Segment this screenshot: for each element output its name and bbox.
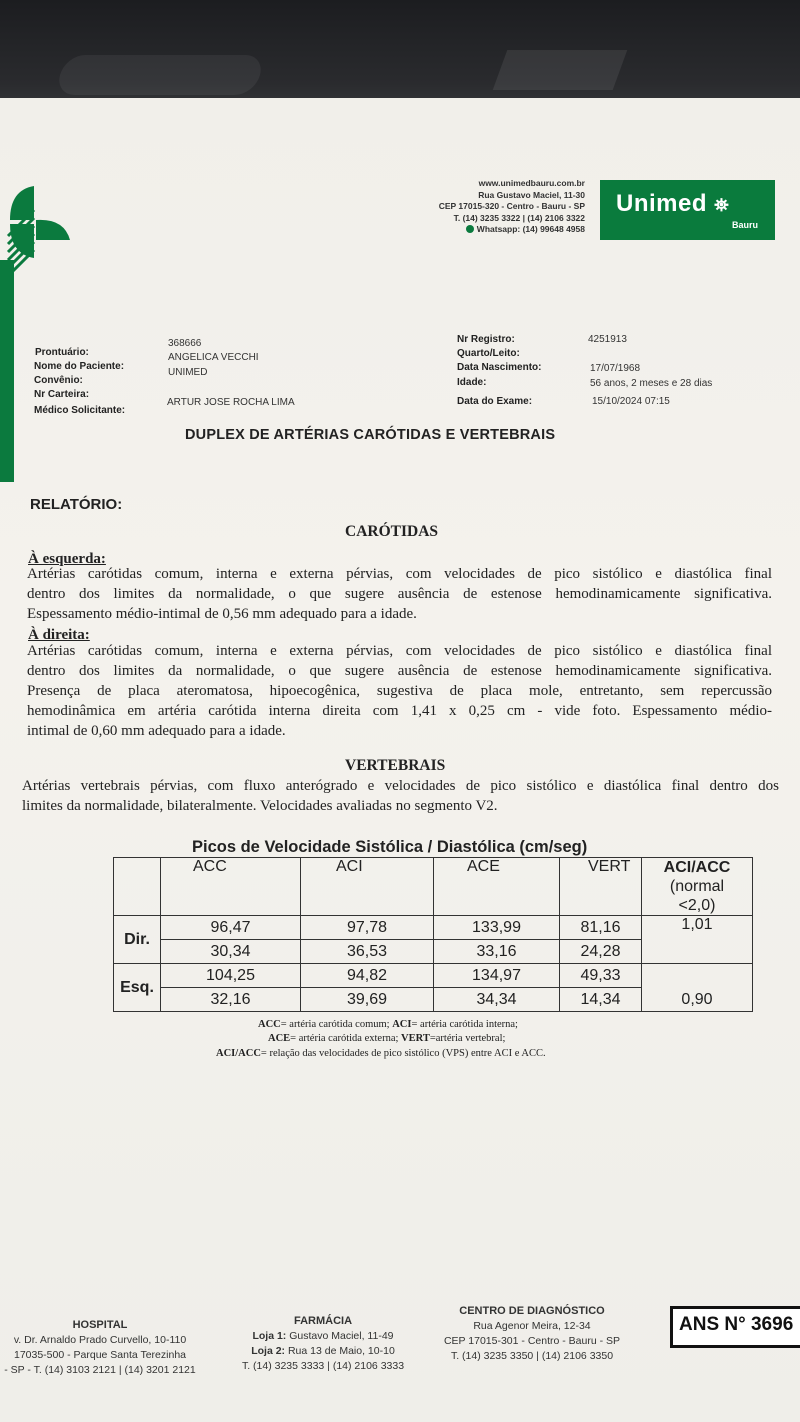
header-phone: T. (14) 3235 3322 | (14) 2106 3322 bbox=[453, 212, 585, 223]
report-title: DUPLEX DE ARTÉRIAS CARÓTIDAS E VERTEBRAIS bbox=[185, 427, 556, 443]
footer-line: v. Dr. Arnaldo Prado Curvello, 10-110 bbox=[13, 1334, 187, 1346]
row-label-esq: Esq. bbox=[114, 964, 161, 1012]
brand-name bbox=[616, 190, 729, 218]
legend-line: ACE= artéria carótida externa; VERT=artéria vertebral; bbox=[268, 1033, 506, 1044]
nome-value: ANGELICA VECCHI bbox=[168, 352, 259, 363]
direita-paragraph bbox=[27, 641, 772, 741]
cell: 36,53 bbox=[301, 940, 434, 964]
carotidas-heading: CARÓTIDAS bbox=[345, 523, 439, 540]
header-ratio bbox=[642, 858, 753, 916]
header-aci: ACI bbox=[301, 858, 434, 916]
footer-heading: HOSPITAL bbox=[72, 1319, 128, 1331]
cell: 134,97 bbox=[434, 964, 560, 988]
footer-farmacia bbox=[228, 1314, 418, 1374]
paragraph-line: Presença de placa ateromatosa, hipoecogênica, sugestiva de placa mole, entretanto, sem repercussão bbox=[27, 683, 772, 699]
ans-badge bbox=[670, 1306, 800, 1348]
medico-value: ARTUR JOSE ROCHA LIMA bbox=[167, 397, 295, 408]
ans-text: ANS N° 3696 bbox=[679, 1314, 794, 1335]
table-row bbox=[114, 916, 753, 940]
prontuario-label: Prontuário: bbox=[35, 347, 89, 358]
brand-city: Bauru bbox=[732, 220, 759, 230]
cell: 104,25 bbox=[161, 964, 301, 988]
esquerda-paragraph bbox=[27, 564, 772, 624]
footer-line: T. (14) 3235 3350 | (14) 2106 3350 bbox=[450, 1350, 614, 1362]
background-blur bbox=[55, 55, 266, 95]
dir-ratio: 1,01 bbox=[642, 916, 753, 964]
convenio-label: Convênio: bbox=[34, 375, 83, 386]
ratio-header-line: (normal bbox=[669, 878, 725, 895]
cell: 81,16 bbox=[560, 916, 642, 940]
header-acc: ACC bbox=[161, 858, 301, 916]
vertebrais-paragraph bbox=[22, 776, 779, 816]
relatorio-heading: RELATÓRIO: bbox=[30, 496, 123, 513]
table-row bbox=[114, 964, 753, 988]
cell: 34,34 bbox=[434, 988, 560, 1012]
footer-line: T. (14) 3235 3333 | (14) 2106 3333 bbox=[241, 1360, 405, 1372]
whatsapp-text: Whatsapp: (14) 99648 4958 bbox=[476, 224, 585, 234]
vertebrais-heading: VERTEBRAIS bbox=[345, 757, 446, 774]
footer-hospital bbox=[0, 1318, 200, 1378]
paragraph-line: limites da normalidade, bilateralmente. Velocidades avaliadas no segmento V2. bbox=[22, 798, 498, 814]
ratio-header-line: <2,0) bbox=[678, 897, 716, 914]
header-ace: ACE bbox=[434, 858, 560, 916]
whatsapp-icon bbox=[466, 225, 474, 233]
table-corner bbox=[114, 858, 161, 916]
paragraph-line: dentro dos limites da normalidade, o que sugere ausência de estenose hemodinamicamente significativa. bbox=[27, 586, 772, 602]
footer-line: Rua Agenor Meira, 12-34 bbox=[473, 1320, 591, 1332]
cell: 32,16 bbox=[161, 988, 301, 1012]
exame-value: 15/10/2024 07:15 bbox=[592, 396, 670, 407]
side-green-bar bbox=[0, 260, 14, 482]
medico-label: Médico Solicitante: bbox=[34, 405, 126, 416]
idade-label: Idade: bbox=[457, 377, 487, 388]
paragraph-line: Artérias carótidas comum, interna e externa pérvias, com velocidades de pico sistólico e diastólica final bbox=[27, 643, 772, 659]
header-address: Rua Gustavo Maciel, 11-30 bbox=[478, 189, 585, 200]
brand-symbol-icon: ⛯ bbox=[714, 195, 730, 215]
cell: 33,16 bbox=[434, 940, 560, 964]
footer-line: 17035-500 - Parque Santa Terezinha bbox=[13, 1349, 186, 1361]
cell: 39,69 bbox=[301, 988, 434, 1012]
legend-line: ACI/ACC= relação das velocidades de pico sistólico (VPS) entre ACI e ACC. bbox=[216, 1048, 546, 1059]
footer-line: Loja 1: Gustavo Maciel, 11-49 bbox=[252, 1330, 394, 1342]
prontuario-value: 368666 bbox=[168, 338, 202, 349]
direita-heading: À direita: bbox=[28, 627, 90, 643]
footer-heading: FARMÁCIA bbox=[293, 1315, 353, 1327]
paragraph-line: dentro dos limites da normalidade, o que sugere ausência de estenose hemodinamicamente significativa. bbox=[27, 663, 772, 679]
convenio-value: UNIMED bbox=[168, 367, 208, 378]
idade-value: 56 anos, 2 meses e 28 dias bbox=[590, 378, 713, 389]
paragraph-line: intimal de 0,60 mm adequado para a idade. bbox=[27, 723, 286, 739]
exame-label: Data do Exame: bbox=[457, 396, 533, 407]
nascimento-label: Data Nascimento: bbox=[457, 362, 542, 373]
paragraph-line: hemodinâmica em artéria carótida interna direita com 1,41 x 0,25 cm - vide foto. Espessamento médio- bbox=[27, 703, 772, 719]
velocity-table-title: Picos de Velocidade Sistólica / Diastólica (cm/seg) bbox=[192, 838, 588, 856]
footer-heading: CENTRO DE DIAGNÓSTICO bbox=[459, 1305, 605, 1317]
footer-centro bbox=[432, 1304, 632, 1364]
footer-line: - SP - T. (14) 3103 2121 | (14) 3201 2121 bbox=[4, 1364, 196, 1376]
cell: 133,99 bbox=[434, 916, 560, 940]
quarto-label: Quarto/Leito: bbox=[457, 348, 520, 359]
paragraph-line: Artérias carótidas comum, interna e externa pérvias, com velocidades de pico sistólico e diastólica final bbox=[27, 566, 772, 582]
cell: 49,33 bbox=[560, 964, 642, 988]
footer-line: CEP 17015-301 - Centro - Bauru - SP bbox=[443, 1335, 621, 1347]
registro-value: 4251913 bbox=[588, 334, 627, 345]
nome-label: Nome do Paciente: bbox=[34, 361, 125, 372]
registro-label: Nr Registro: bbox=[457, 334, 515, 345]
background-blur bbox=[493, 50, 628, 90]
paragraph-line: Espessamento médio-intimal de 0,56 mm adequado para a idade. bbox=[27, 606, 417, 622]
carteira-label: Nr Carteira: bbox=[34, 389, 90, 400]
cell: 24,28 bbox=[560, 940, 642, 964]
cell: 97,78 bbox=[301, 916, 434, 940]
velocity-table bbox=[113, 857, 753, 1012]
footer-line: Loja 2: Rua 13 de Maio, 10-10 bbox=[251, 1345, 395, 1357]
esquerda-heading: À esquerda: bbox=[28, 551, 106, 567]
cell: 14,34 bbox=[560, 988, 642, 1012]
brand-name-text: Unimed bbox=[616, 190, 708, 217]
cell: 30,34 bbox=[161, 940, 301, 964]
nascimento-value: 17/07/1968 bbox=[590, 363, 641, 374]
header-cep: CEP 17015-320 - Centro - Bauru - SP bbox=[438, 201, 585, 211]
header-whatsapp bbox=[439, 224, 585, 236]
cell: 94,82 bbox=[301, 964, 434, 988]
unimed-leaf-logo-icon bbox=[6, 180, 76, 280]
header-contact bbox=[439, 178, 585, 236]
header-vert: VERT bbox=[560, 858, 642, 916]
cell: 96,47 bbox=[161, 916, 301, 940]
website-link[interactable]: www.unimedbauru.com.br bbox=[478, 178, 585, 188]
unimed-brand-box bbox=[600, 180, 775, 240]
paragraph-line: Artérias vertebrais pérvias, com fluxo anterógrado e velocidades de pico sistólico e diastólica final dentro dos bbox=[22, 778, 779, 794]
esq-ratio: 0,90 bbox=[642, 964, 753, 1012]
row-label-dir: Dir. bbox=[114, 916, 161, 964]
ratio-header-line: ACI/ACC bbox=[663, 859, 731, 876]
legend-line: ACC= artéria carótida comum; ACI= artéria carótida interna; bbox=[258, 1019, 518, 1030]
